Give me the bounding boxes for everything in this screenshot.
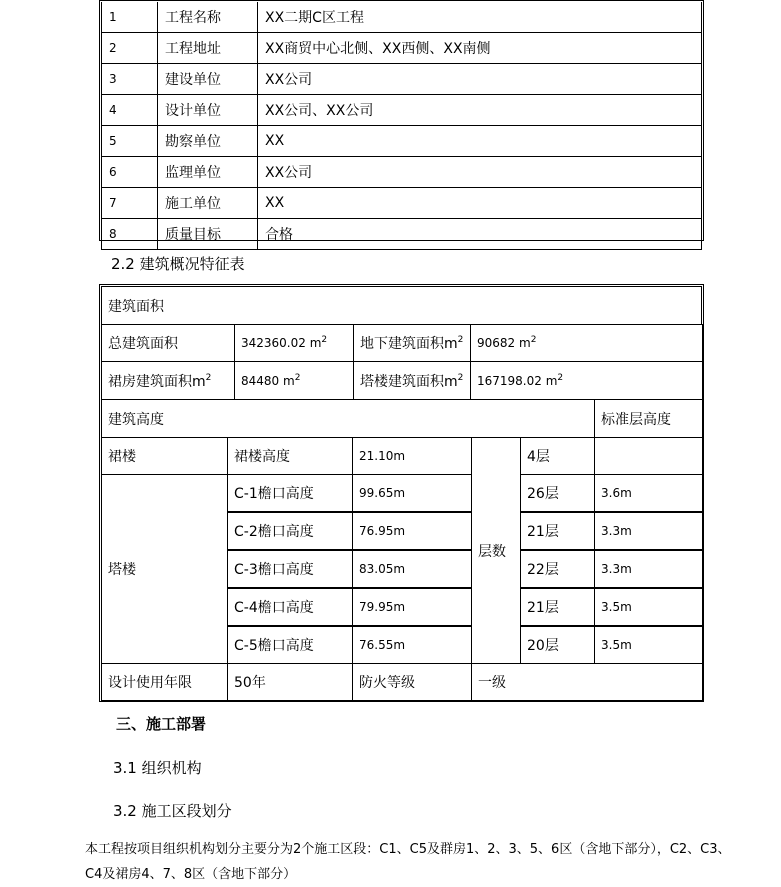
info-table-row [102, 219, 702, 250]
tower-area-label: 塔楼建筑面积m $^2$ [353, 361, 471, 400]
info-label-cell: 质量目标 [158, 219, 258, 250]
underground-area-label: 地下建筑面积m $^2$ [353, 324, 471, 362]
underground-area-value: 90682 m $^2$ [470, 324, 703, 362]
tower-name-cell: C-1檐口高度 [227, 474, 353, 512]
tower-height-cell: 79.95m [352, 588, 472, 626]
section-heading-3-2: 3.2 施工区段划分 [113, 802, 232, 820]
tower-name-cell: C-3檐口高度 [227, 550, 353, 588]
info-label-cell: 建设单位 [158, 64, 258, 95]
info-table-row [102, 33, 702, 64]
info-value-cell: XX [258, 188, 702, 219]
floors-label: 层数 [471, 437, 521, 664]
info-table-row [102, 157, 702, 188]
info-no-cell: 6 [102, 157, 158, 188]
total-area-label: 总建筑面积 [101, 324, 235, 362]
design-life-value: 50年 [227, 663, 353, 701]
std-floor-header: 标准层高度 [594, 399, 703, 438]
tower-std-cell: 3.5m [594, 626, 703, 664]
info-no-cell: 3 [102, 64, 158, 95]
info-table-row [102, 188, 702, 219]
building-overview-table [99, 284, 704, 702]
tower-height-cell: 99.65m [352, 474, 472, 512]
tower-height-cell: 83.05m [352, 550, 472, 588]
tower-name-cell: C-5檐口高度 [227, 626, 353, 664]
fire-rating-label: 防火等级 [352, 663, 472, 701]
tower-height-cell: 76.95m [352, 512, 472, 550]
podium-std-height [594, 437, 703, 475]
project-info-table [99, 0, 704, 241]
info-label-cell: 施工单位 [158, 188, 258, 219]
tower-floors-cell: 21层 [520, 512, 595, 550]
info-value-cell: XX公司、XX公司 [258, 95, 702, 126]
info-label-cell: 工程地址 [158, 33, 258, 64]
info-value-cell: XX商贸中心北侧、XX西侧、XX南侧 [258, 33, 702, 64]
section-heading-3-1: 3.1 组织机构 [113, 759, 202, 777]
info-value-cell: XX [258, 126, 702, 157]
podium-height-label: 裙楼高度 [227, 437, 353, 475]
info-value-cell: 合格 [258, 219, 702, 250]
section-heading-3: 三、施工部署 [116, 715, 207, 733]
info-label-cell: 工程名称 [158, 2, 258, 33]
info-label-cell: 勘察单位 [158, 126, 258, 157]
tower-floors-cell: 20层 [520, 626, 595, 664]
info-table-row [102, 126, 702, 157]
info-table-row [102, 2, 702, 33]
tower-name-cell: C-4檐口高度 [227, 588, 353, 626]
info-no-cell: 2 [102, 33, 158, 64]
info-no-cell: 1 [102, 2, 158, 33]
tower-floors-cell: 26层 [520, 474, 595, 512]
podium-area-label: 裙房建筑面积m $^2$ [101, 361, 235, 400]
podium-area-value: 84480 m $^2$ [234, 361, 354, 400]
tower-std-cell: 3.3m [594, 550, 703, 588]
tower-height-cell: 76.55m [352, 626, 472, 664]
podium-floors: 4层 [520, 437, 595, 475]
tower-std-cell: 3.3m [594, 512, 703, 550]
info-no-cell: 8 [102, 219, 158, 250]
section-heading-2-2: 2.2 建筑概况特征表 [111, 255, 245, 273]
tower-std-cell: 3.5m [594, 588, 703, 626]
total-area-value: 342360.02 m $^2$ [234, 324, 354, 362]
tower-std-cell: 3.6m [594, 474, 703, 512]
info-value-cell: XX二期C区工程 [258, 2, 702, 33]
info-table-row [102, 95, 702, 126]
fire-rating-value: 一级 [471, 663, 703, 701]
tower-label: 塔楼 [101, 474, 228, 664]
body-paragraph: 本工程按项目组织机构划分主要分为2个施工区段：C1、C5及群房1、2、3、5、6区（含地下部分），C2、C3、C4及裙房4、7、8区（含地下部分） [85, 842, 731, 882]
info-label-cell: 设计单位 [158, 95, 258, 126]
info-value-cell: XX公司 [258, 157, 702, 188]
tower-area-value: 167198.02 m $^2$ [470, 361, 703, 400]
info-label-cell: 监理单位 [158, 157, 258, 188]
tower-floors-cell: 21层 [520, 588, 595, 626]
tower-floors-cell: 22层 [520, 550, 595, 588]
info-no-cell: 5 [102, 126, 158, 157]
design-life-label: 设计使用年限 [101, 663, 228, 701]
info-no-cell: 4 [102, 95, 158, 126]
podium-label: 裙楼 [101, 437, 228, 475]
info-no-cell: 7 [102, 188, 158, 219]
info-value-cell: XX公司 [258, 64, 702, 95]
area-header: 建筑面积 [101, 286, 702, 325]
podium-height-value: 21.10m [352, 437, 472, 475]
tower-name-cell: C-2檐口高度 [227, 512, 353, 550]
info-table-row [102, 64, 702, 95]
height-header: 建筑高度 [101, 399, 595, 438]
